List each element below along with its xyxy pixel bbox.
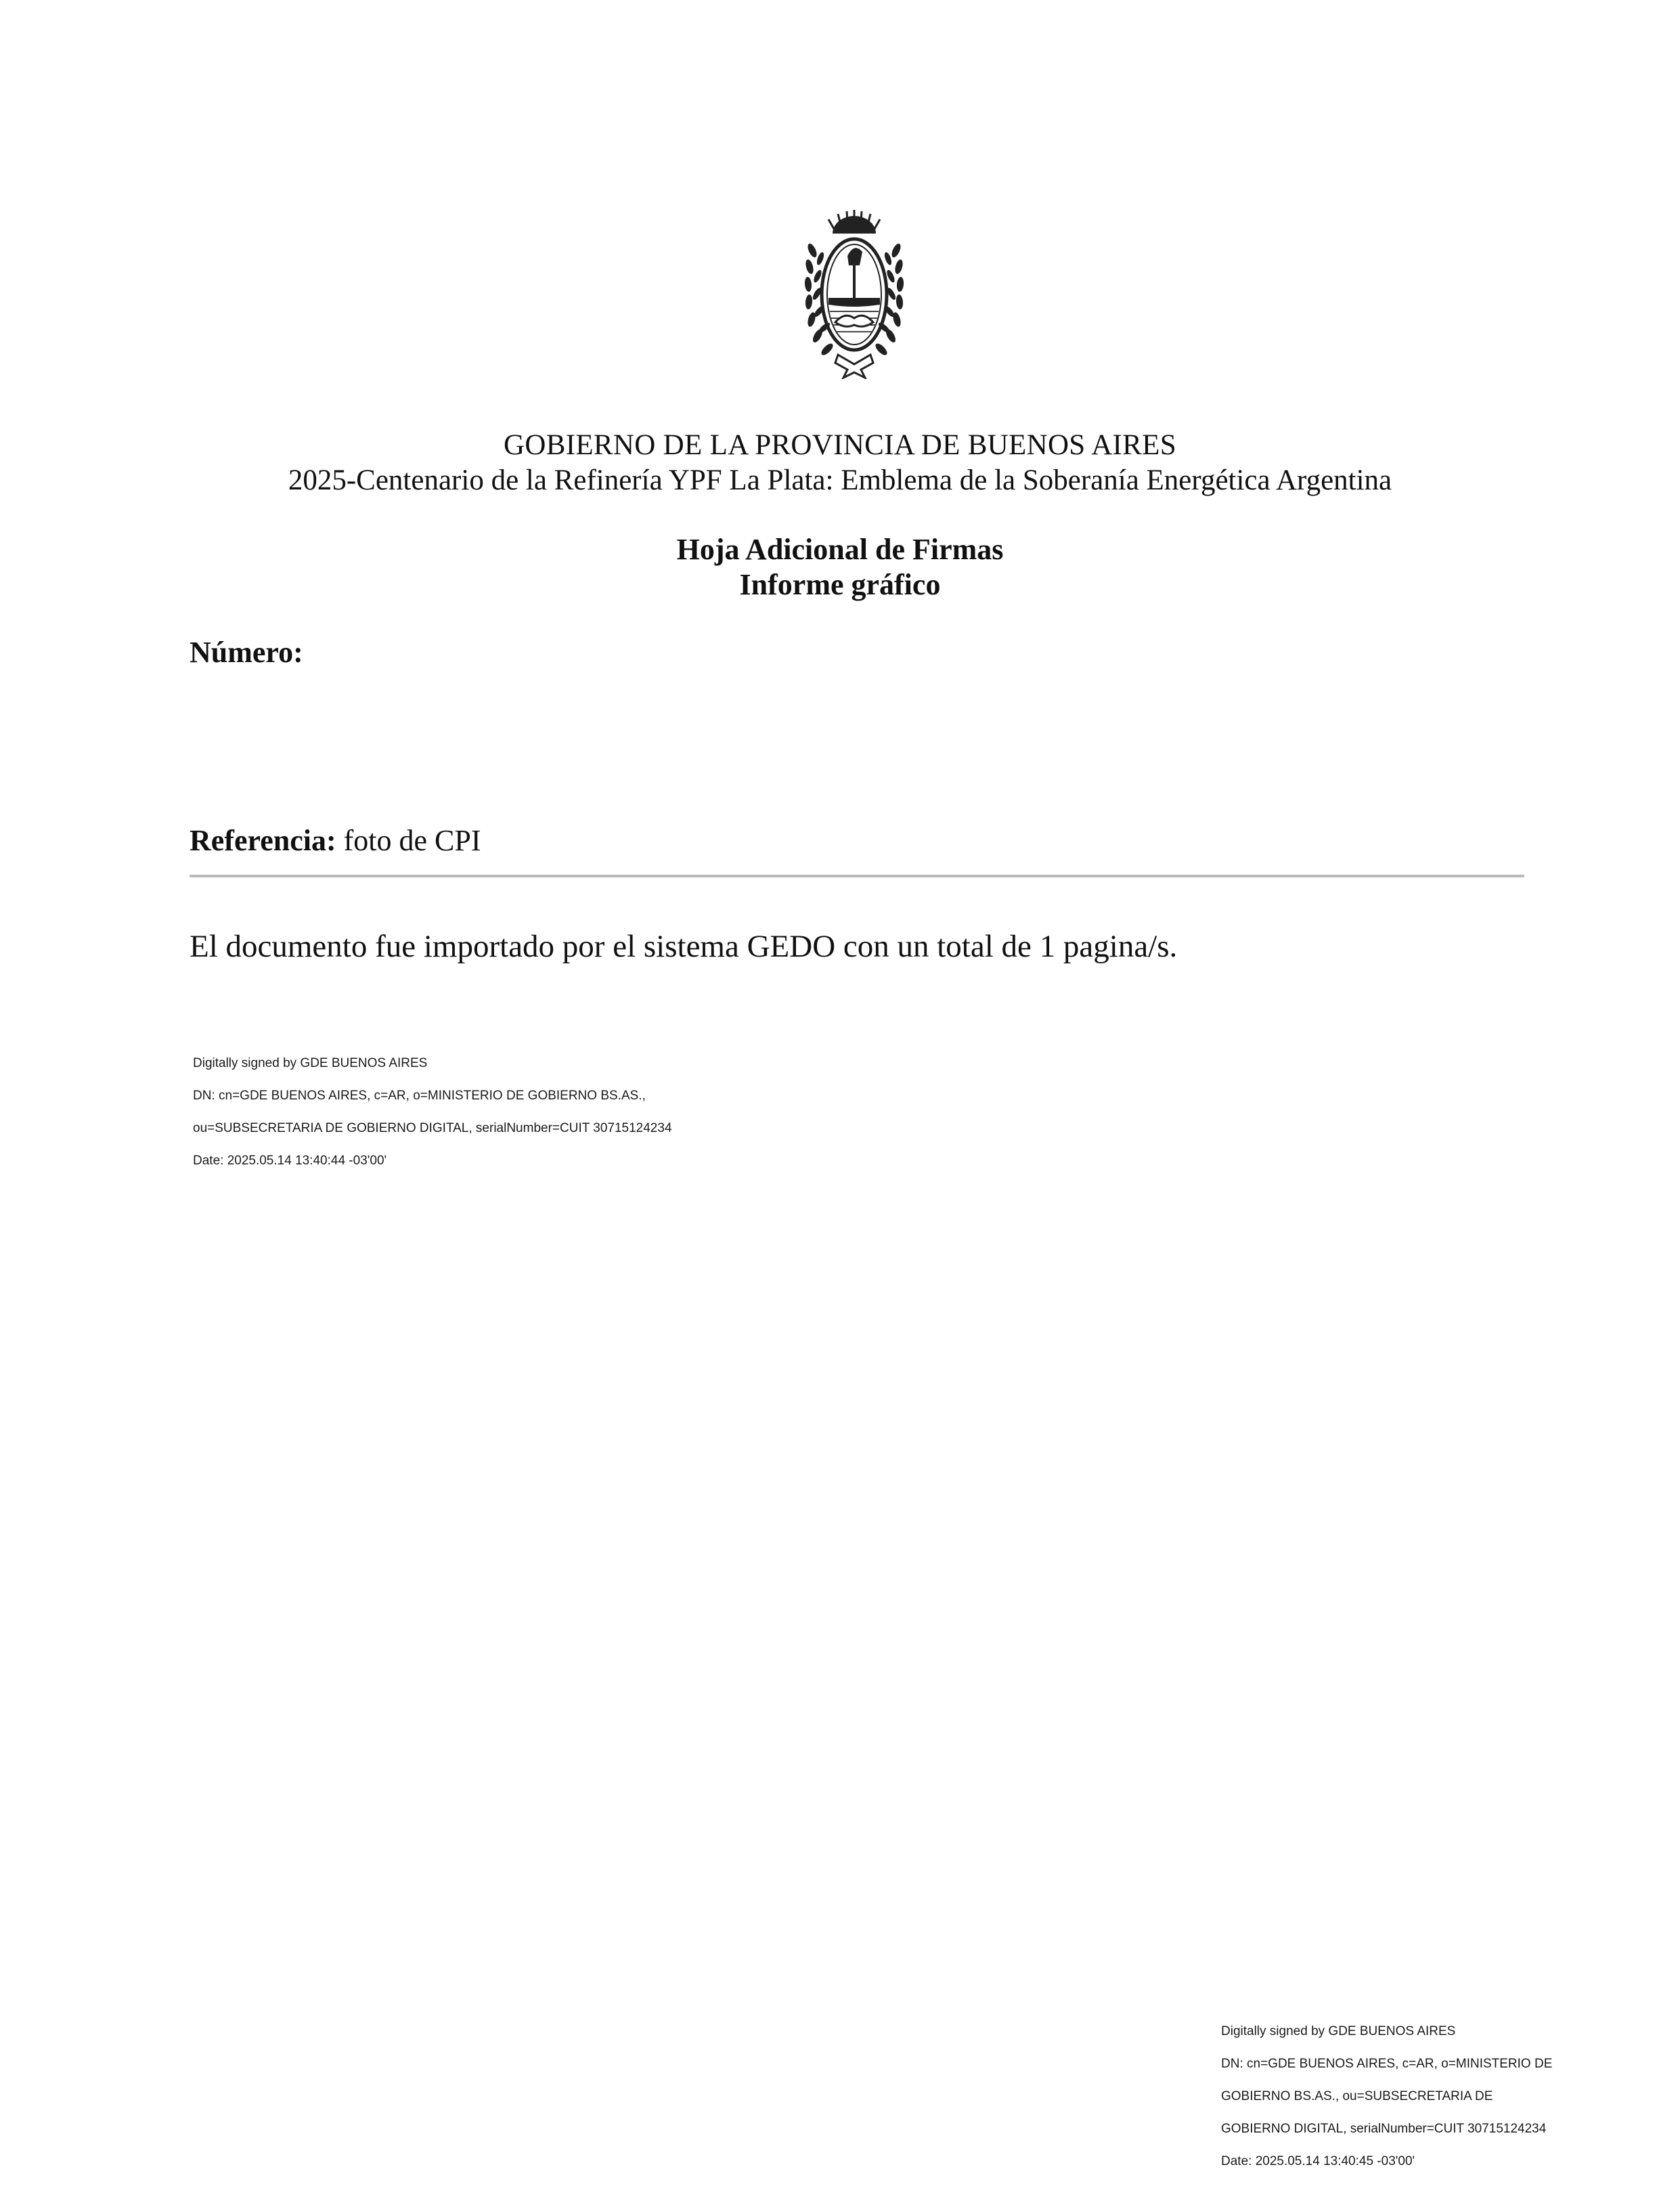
signature-line: GOBIERNO BS.AS., ou=SUBSECRETARIA DE xyxy=(1221,2089,1493,2103)
signature-line: DN: cn=GDE BUENOS AIRES, c=AR, o=MINISTERIO DE GOBIERNO BS.AS., xyxy=(193,1089,646,1103)
signature-line: DN: cn=GDE BUENOS AIRES, c=AR, o=MINISTERIO DE xyxy=(1221,2057,1553,2071)
centenary-motto: 2025-Centenario de la Refinería YPF La Plata: Emblema de la Soberanía Energética Argentina xyxy=(288,464,1392,496)
signature-line: Date: 2025.05.14 13:40:45 -03'00' xyxy=(1221,2154,1415,2168)
signature-line: Digitally signed by GDE BUENOS AIRES xyxy=(193,1056,428,1070)
signature-line: Date: 2025.05.14 13:40:44 -03'00' xyxy=(193,1154,387,1168)
document-subtitle: Informe gráfico xyxy=(739,568,941,601)
signature-line: GOBIERNO DIGITAL, serialNumber=CUIT 30715124234 xyxy=(1221,2122,1547,2136)
document-title: Hoja Adicional de Firmas xyxy=(676,533,1004,566)
digital-signature-block xyxy=(193,1039,802,1185)
signature-line: Digitally signed by GDE BUENOS AIRES xyxy=(1221,2024,1456,2038)
digital-signature-block xyxy=(1221,2007,1600,2186)
signature-line: ou=SUBSECRETARIA DE GOBIERNO DIGITAL, serialNumber=CUIT 30715124234 xyxy=(193,1121,672,1135)
section-divider xyxy=(190,875,1524,877)
argentina-coat-of-arms-icon xyxy=(793,203,915,379)
referencia-line xyxy=(190,823,481,858)
numero-label: Número: xyxy=(190,636,303,669)
import-notice: El documento fue importado por el sistema GEDO con un total de 1 pagina/s. xyxy=(190,929,1178,964)
government-title: GOBIERNO DE LA PROVINCIA DE BUENOS AIRES xyxy=(504,429,1176,461)
referencia-label: Referencia: xyxy=(190,824,336,857)
referencia-value: foto de CPI xyxy=(343,824,481,857)
